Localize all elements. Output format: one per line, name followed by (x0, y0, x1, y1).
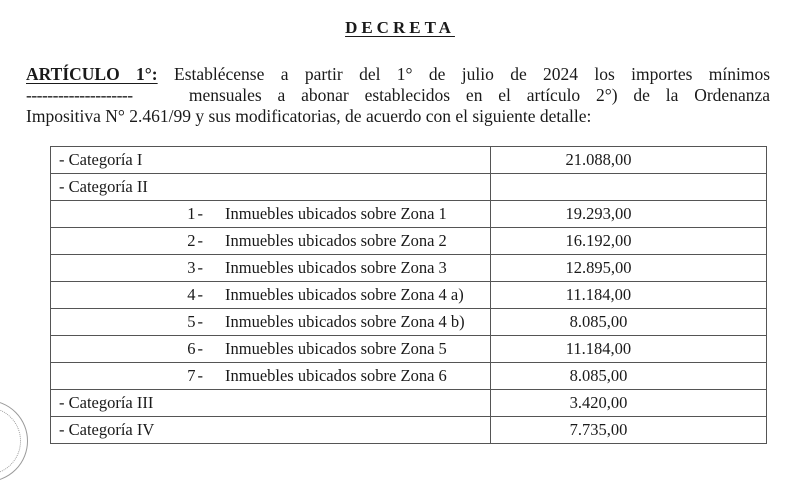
item-label: Inmuebles ubicados sobre Zona 4 a) (225, 285, 464, 304)
zone-item (51, 255, 491, 282)
seal-inner-ring (0, 407, 21, 475)
paragraph-text-1: Establécense a partir del 1° de julio de 2024 los importes mínimos (174, 64, 771, 84)
amount-cell: 21.088,00 (491, 147, 767, 174)
zone-item (51, 336, 491, 363)
zone-item (51, 201, 491, 228)
table-row (51, 417, 767, 444)
item-label: Inmuebles ubicados sobre Zona 2 (225, 231, 447, 250)
article-label: ARTÍCULO 1°: (26, 64, 158, 84)
table-row (51, 201, 767, 228)
table-row (51, 390, 767, 417)
official-seal (0, 400, 28, 482)
item-number: 4 - (59, 282, 207, 308)
item-number: 6 - (59, 336, 207, 362)
amount-cell: 8.085,00 (491, 309, 767, 336)
item-label: Inmuebles ubicados sobre Zona 4 b) (225, 312, 465, 331)
decree-heading-text: DECRETA (345, 18, 455, 37)
amount-cell: 19.293,00 (491, 201, 767, 228)
amount-cell (491, 174, 767, 201)
table-row (51, 174, 767, 201)
paragraph-line-3 (26, 106, 770, 127)
item-label: Inmuebles ubicados sobre Zona 5 (225, 339, 447, 358)
paragraph-text-2: mensuales a abonar establecidos en el artículo 2°) de la Ordenanza (188, 85, 771, 105)
table-row (51, 282, 767, 309)
zone-item (51, 282, 491, 309)
table-row (51, 363, 767, 390)
amount-cell: 11.184,00 (491, 282, 767, 309)
item-label: Inmuebles ubicados sobre Zona 6 (225, 366, 447, 385)
table-row (51, 255, 767, 282)
amount-cell: 3.420,00 (491, 390, 767, 417)
article-paragraph (26, 64, 770, 127)
decree-heading (0, 18, 800, 38)
amount-cell: 8.085,00 (491, 363, 767, 390)
item-number: 3 - (59, 255, 207, 281)
item-number: 1 - (59, 201, 207, 227)
amount-cell: 7.735,00 (491, 417, 767, 444)
category-label: - Categoría II (51, 174, 491, 201)
amounts-table (50, 146, 767, 444)
item-number: 2 - (59, 228, 207, 254)
table-row (51, 147, 767, 174)
table-row (51, 336, 767, 363)
amount-cell: 12.895,00 (491, 255, 767, 282)
item-label: Inmuebles ubicados sobre Zona 1 (225, 204, 447, 223)
zone-item (51, 363, 491, 390)
zone-item (51, 228, 491, 255)
item-label: Inmuebles ubicados sobre Zona 3 (225, 258, 447, 277)
amount-cell: 16.192,00 (491, 228, 767, 255)
category-label: - Categoría III (51, 390, 491, 417)
table-row (51, 309, 767, 336)
zone-item (51, 309, 491, 336)
category-label: - Categoría I (51, 147, 491, 174)
amount-cell: 11.184,00 (491, 336, 767, 363)
table-row (51, 228, 767, 255)
paragraph-line-1 (26, 64, 770, 85)
paragraph-text-3: Impositiva N° 2.461/99 y sus modificatorias, de acuerdo con el siguiente detalle: (26, 106, 592, 126)
item-number: 5 - (59, 309, 207, 335)
dash-filler: -------------------- (26, 85, 133, 105)
paragraph-line-2 (26, 85, 770, 106)
item-number: 7 - (59, 363, 207, 389)
category-label: - Categoría IV (51, 417, 491, 444)
